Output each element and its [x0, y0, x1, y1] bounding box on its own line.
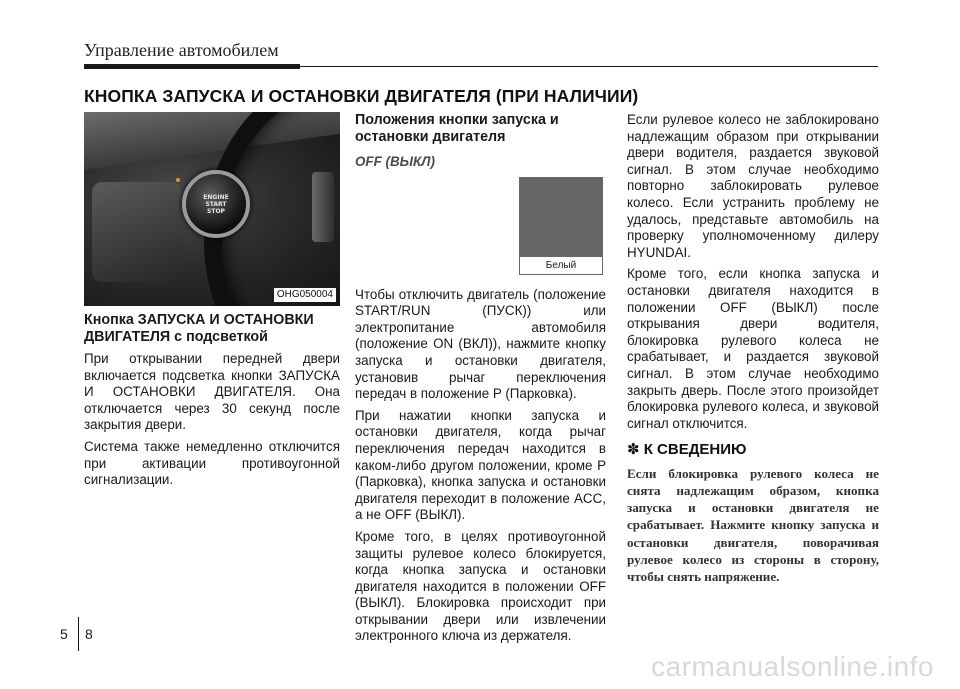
footer-rule — [78, 617, 79, 651]
button-text-engine: ENGINE — [203, 193, 229, 201]
running-header: Управление автомобилем — [84, 40, 279, 60]
paragraph: Если рулевое колесо не заблокировано надлежащим образом при открывании двери водителя, раздается звуковой сигнал. В этом случае необходимо повторно заблокировать рулевое колесо. Если устранить проблему не удалось, представьте автомобиль на проверку уполномоченному дилеру HYUNDAI. — [627, 112, 879, 260]
button-positions-heading: Положения кнопки запуска и остановки двигателя — [355, 112, 559, 145]
column-left — [84, 112, 340, 494]
header-rule-thin — [300, 66, 878, 67]
indicator-color-swatch — [519, 177, 603, 275]
photo-code: OHG050004 — [274, 288, 336, 302]
notice-heading: ✽ К СВЕДЕНИЮ — [627, 441, 747, 459]
off-mode-heading: OFF (ВЫКЛ) — [355, 154, 435, 169]
paragraph: При нажатии кнопки запуска и остановки двигателя, когда рычаг переключения передач находится в каком-либо другом положении, кроме P (Парковка), кнопка запуска и остановки двигателя переходит в положение ACC, а не OFF (ВЫКЛ). — [355, 407, 606, 523]
page-number-section: 5 — [60, 626, 68, 642]
column-right — [627, 112, 879, 590]
page-number-page: 8 — [85, 626, 93, 642]
swatch-label: Белый — [519, 256, 603, 275]
engine-start-stop-button — [182, 170, 250, 238]
watermark: carmanualsonline.info — [651, 651, 934, 682]
paragraph: Система также немедленно отключится при активации противоугонной сигнализации. — [84, 438, 340, 488]
paragraph: При открывании передней двери включается подсветка кнопки ЗАПУСКА И ОСТАНОВКИ ДВИГАТЕЛЯ. Она отключается через 30 секунд после закрытия двери. — [84, 351, 340, 433]
section-title: КНОПКА ЗАПУСКА И ОСТАНОВКИ ДВИГАТЕЛЯ (ПРИ НАЛИЧИИ) — [84, 86, 639, 106]
notice-body: Если блокировка рулевого колеса не снята надлежащим образом, кнопка запуска и остановки двигателя не срабатывает. Нажмите кнопку запуска и остановки двигателя, поворачивая рулевое колесо из стороны в сторону, чтобы снять напряжение. — [627, 465, 879, 585]
button-indicator-dot — [176, 178, 180, 182]
dashboard-panel — [92, 182, 182, 282]
button-text-stop: STOP — [207, 207, 225, 215]
illuminated-button-heading: Кнопка ЗАПУСКА И ОСТАНОВКИ ДВИГАТЕЛЯ с подсветкой — [84, 312, 314, 345]
start-stop-button-photo — [84, 112, 340, 306]
header-rule-thick — [84, 64, 300, 69]
column-middle — [355, 112, 606, 650]
button-text-start: START — [205, 200, 227, 208]
paragraph: Кроме того, если кнопка запуска и остановки двигателя находится в положении OFF (ВЫКЛ) после открывания двери водителя, блокировка рулевого колеса не срабатывает, и раздается звуковой сигнал. В этом случае необходимо закрыть дверь. После этого произойдет блокировка рулевого колеса, и звуковой сигнал отключится. — [627, 266, 879, 431]
paragraph: Кроме того, в целях противоугонной защиты рулевое колесо блокируется, когда кнопка запуска и остановки двигателя находится в положении OFF (ВЫКЛ). Блокировка происходит при открывании двери или извлечении электронного ключа из держателя. — [355, 528, 606, 644]
paragraph: Чтобы отключить двигатель (положение START/RUN (ПУСК)) или электропитание автомобиля (положение ON (ВКЛ)), нажмите кнопку запуска и остановки двигателя, установив рычаг переключения передач в положение P (Парковка). — [355, 286, 606, 402]
